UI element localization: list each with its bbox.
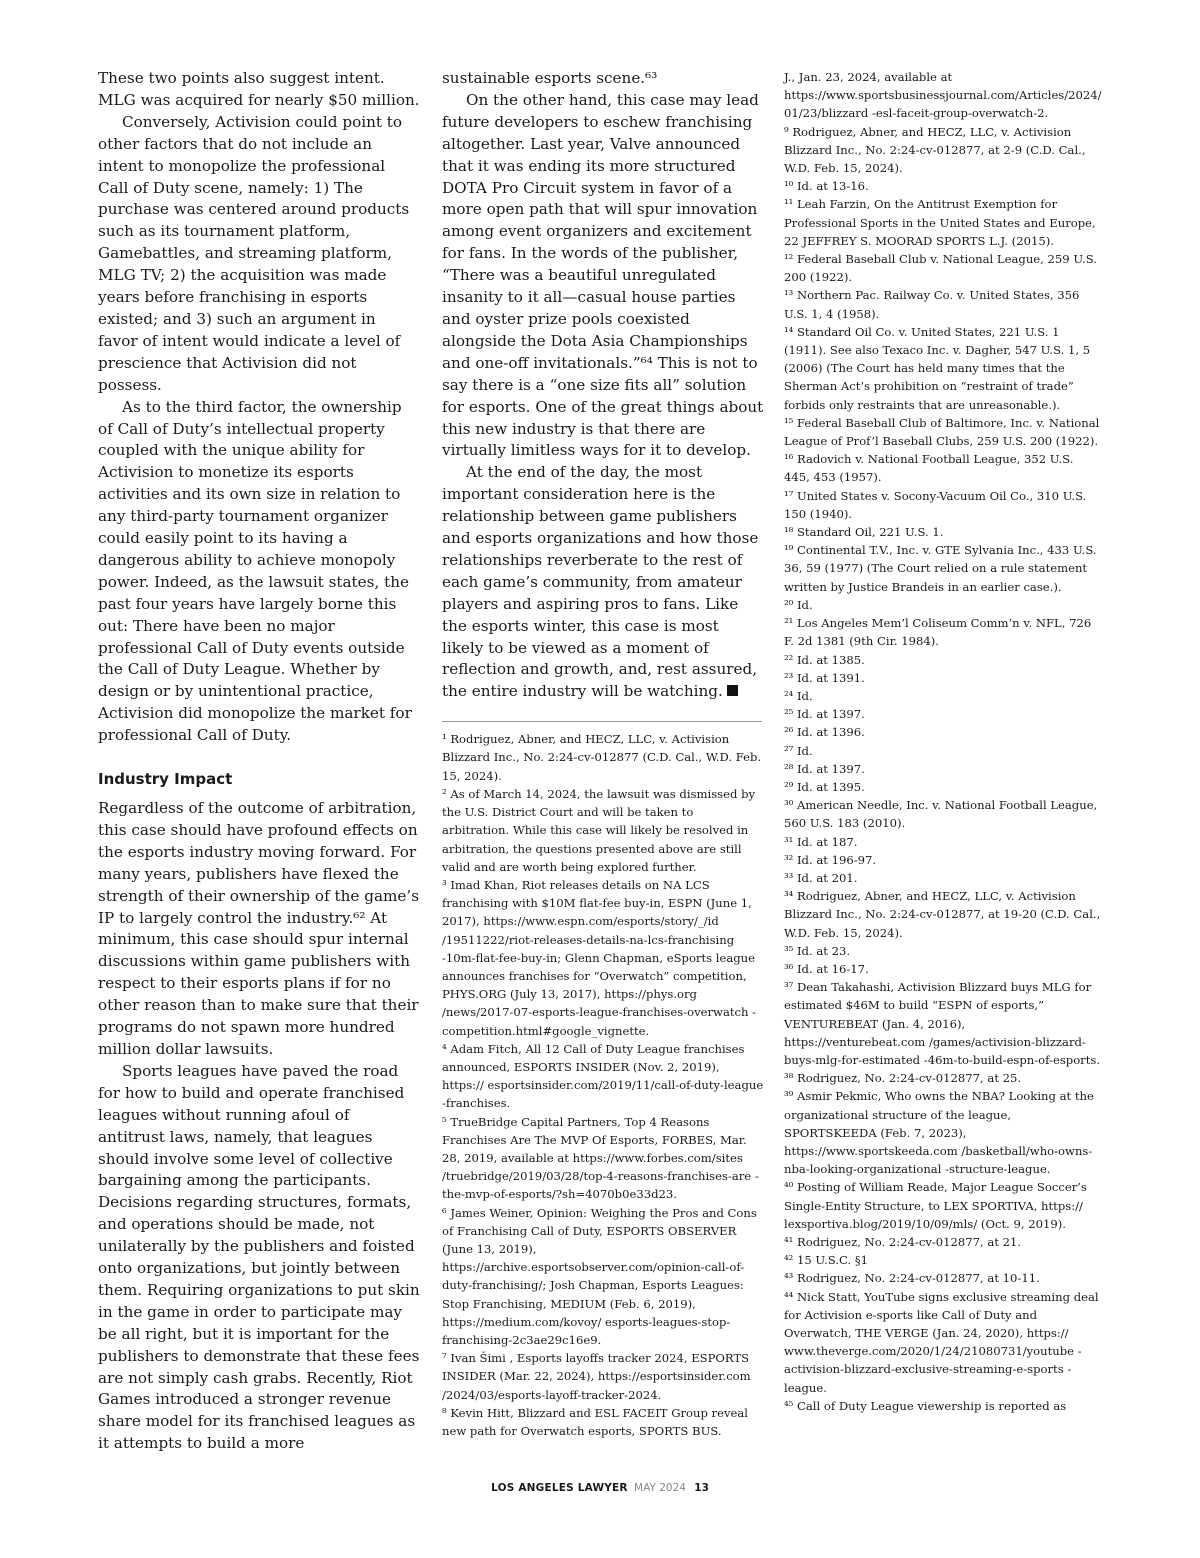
footnote: ⁷ Ivan Šimi , Esports layoffs tracker 2024, ESPORTS INSIDER (Mar. 22, 2024), https://esportsinsider.com /2024/03/esports-layoff-tracker-2024.: [442, 1351, 751, 1402]
footnote: ⁵ TrueBridge Capital Partners, Top 4 Reasons Franchises Are The MVP Of Esports, FORBES, Mar. 28, 2019, available at https://www.forbes.com/sites /truebridge/2019/03/28/top-4-reasons-franchises-are -the-mvp-of-esports/?sh=4070b0e33d23.: [442, 1114, 759, 1202]
footnote: ⁴⁰ Posting of William Reade, Major League Soccer’s Single-Entity Structure, to LEX SPORTIVA, https:// lexsportiva.blog/2019/10/09/mls/ (Oct. 9, 2019).: [784, 1180, 1087, 1231]
paragraph: [442, 462, 764, 703]
paragraph: On the other hand, this case may lead future developers to eschew franchising altogether. Last year, Valve announced that it was ending its more structured DOTA Pro Circuit system in favor of a more open path that will spur innovation among event organizers and excitement for fans. In the words of the publisher, “There was a beautiful unregulated insanity to it all—casual house parties and oyster prize pools coexisted alongside the Dota Asia Championships and one-off invitationals.”⁶⁴ This is not to say there is a “one size fits all” solution for esports. One of the great things about this new industry is that there are virtually limitless ways for it to develop.: [442, 90, 764, 460]
footnote: ²⁴ Id.: [784, 688, 813, 703]
footnote: ¹⁸ Standard Oil, 221 U.S. 1.: [784, 525, 944, 540]
footnote: ²² Id. at 1385.: [784, 652, 865, 667]
footnote: ² As of March 14, 2024, the lawsuit was dismissed by the U.S. District Court and will be taken to arbitration. While this case will likely be resolved in arbitration, the questions presented above are still valid and are worth being explored further.: [442, 786, 756, 874]
paragraph: sustainable esports scene.⁶³: [442, 69, 658, 87]
page-number: 13: [694, 1482, 709, 1494]
paragraph: Conversely, Activision could point to other factors that do not include an intent to monopolize the professional Call of Duty scene, namely: 1) The purchase was centered around products such as its tournament platform, Gamebattles, and streaming platform, MLG TV; 2) the acquisition was made years before franchising in esports existed; and 3) such an argument in favor of intent would indicate a level of prescience that Activision did not possess.: [98, 112, 410, 394]
footnote: ¹² Federal Baseball Club v. National League, 259 U.S. 200 (1922).: [784, 252, 1097, 285]
footnote: ³⁰ American Needle, Inc. v. National Football League, 560 U.S. 183 (2010).: [784, 798, 1098, 831]
footnote: ²⁹ Id. at 1395.: [784, 779, 865, 794]
article-column-1: [98, 68, 420, 1455]
footnote: ¹⁷ United States v. Socony-Vacuum Oil Co., 310 U.S. 150 (1940).: [784, 488, 1087, 521]
footnote: ³¹ Id. at 187.: [784, 834, 858, 849]
section-heading: Industry Impact: [98, 770, 233, 789]
footnote: ⁴⁴ Nick Statt, YouTube signs exclusive streaming deal for Activision e-sports like Call of Duty and Overwatch, THE VERGE (Jan. 24, 2020), https:// www.theverge.com/2020/1/24/21080731/youtube -activision-blizzard-exclusive-streaming-e-sports -league.: [784, 1289, 1099, 1395]
footnote: ⁴ Adam Fitch, All 12 Call of Duty League franchises announced, ESPORTS INSIDER (Nov. 2, 2019), https:// esportsinsider.com/2019/11/call-of-duty-league -franchises.: [442, 1041, 764, 1111]
footnote: ⁹ Rodriguez, Abner, and HECZ, LLC, v. Activision Blizzard Inc., No. 2:24-cv-012877, at 2-9 (C.D. Cal., W.D. Feb. 15, 2024).: [784, 124, 1086, 176]
publication-name: LOS ANGELES LAWYER: [491, 1482, 628, 1494]
issue-date: MAY 2024: [634, 1482, 686, 1494]
footnote: ⁸ Kevin Hitt, Blizzard and ESL FACEIT Group reveal new path for Overwatch esports, SPORTS BUS.: [442, 1405, 748, 1438]
paragraph: As to the third factor, the ownership of Call of Duty’s intellectual property coupled with the unique ability for Activision to monetize its esports activities and its own size in relation to any third-party tournament organizer could easily point to its having a dangerous ability to achieve monopoly power. Indeed, as the lawsuit states, the past four years have largely borne this out: There have been no major professional Call of Duty events outside the Call of Duty League. Whether by design or by unintentional practice, Activision did monopolize the market for professional Call of Duty.: [98, 397, 412, 745]
end-of-article-mark: [727, 685, 738, 696]
footnote: ³ Imad Khan, Riot releases details on NA LCS franchising with $10M flat-fee buy-in, ESPN (June 1, 2017), https://www.espn.com/esports/story/_/id /19511222/riot-releases-details-na-lcs-franchising -10m-flat-fee-buy-in; Glenn Chapman, eSports league announces franchises for “Overwatch” competition, PHYS.ORG (July 13, 2017), https://phys.org /news/2017-07-esports-league-franchises-overwatch -competition.html#google_vignette.: [442, 877, 757, 1038]
footnote: ²¹ Los Angeles Mem’l Coliseum Comm’n v. NFL, 726 F. 2d 1381 (9th Cir. 1984).: [784, 616, 1092, 649]
page-footer: [0, 1482, 1200, 1494]
paragraph: Regardless of the outcome of arbitration, this case should have profound effects on the esports industry moving forward. For many years, publishers have flexed the strength of their ownership of the game’s IP to largely control the industry.⁶² At minimum, this case should spur internal discussions within game publishers with respect to their esports plans if for no other reason than to make sure that their programs do not spawn more hundred million dollar lawsuits.: [98, 799, 420, 1058]
footnote: ³² Id. at 196-97.: [784, 852, 877, 867]
footnote: ⁴⁵ Call of Duty League viewership is reported as: [784, 1398, 1067, 1413]
footnote: ²³ Id. at 1391.: [784, 670, 865, 685]
footnote: ²⁸ Id. at 1397.: [784, 761, 865, 776]
paragraph-text: At the end of the day, the most important consideration here is the relationship between game publishers and esports organizations and how those relationships reverberate to the rest of each game’s community, from amateur players and aspiring pros to fans. Like the esports winter, this case is most likely to be viewed as a moment of reflection and growth, and, rest assured, the entire industry will be watching.: [442, 463, 759, 701]
paragraph: These two points also suggest intent. MLG was acquired for nearly $50 million.: [98, 69, 420, 109]
footnotes: [442, 730, 764, 1440]
footnote: ²⁵ Id. at 1397.: [784, 707, 865, 722]
footnote: ²⁷ Id.: [784, 743, 813, 758]
footnote: ⁴² 15 U.S.C. §1: [784, 1253, 869, 1268]
footnote: ¹⁴ Standard Oil Co. v. United States, 221 U.S. 1 (1911). See also Texaco Inc. v. Dagher, 547 U.S. 1, 5 (2006) (The Court has held many times that the Sherman Act’s prohibition on “restraint of trade” forbids only restraints that are unreasonable.).: [784, 324, 1091, 412]
footnote: ⁴³ Rodriguez, No. 2:24-cv-012877, at 10-11.: [784, 1271, 1040, 1286]
footnote: ³³ Id. at 201.: [784, 870, 858, 885]
footnote: ³⁷ Dean Takahashi, Activision Blizzard buys MLG for estimated $46M to build “ESPN of esports,” VENTUREBEAT (Jan. 4, 2016), https://venturebeat.com /games/activision-blizzard-buys-mlg-for-estimated -46m-to-build-espn-of-esports.: [784, 980, 1101, 1067]
footnote: ²⁶ Id. at 1396.: [784, 725, 865, 740]
footnotes-column-3: [784, 68, 1102, 1415]
footnote: ⁴¹ Rodriguez, No. 2:24-cv-012877, at 21.: [784, 1235, 1022, 1249]
footnote: ¹⁶ Radovich v. National Football League, 352 U.S. 445, 453 (1957).: [784, 452, 1074, 485]
footnote: ³⁸ Rodriguez, No. 2:24-cv-012877, at 25.: [784, 1071, 1022, 1086]
footnote: ¹⁵ Federal Baseball Club of Baltimore, Inc. v. National League of Prof’l Baseball Clubs, 259 U.S. 200 (1922).: [784, 415, 1100, 449]
footnote: ¹⁰ Id. at 13-16.: [784, 179, 869, 194]
footnote: ³⁹ Asmir Pekmic, Who owns the NBA? Looking at the organizational structure of the league, SPORTSKEEDA (Feb. 7, 2023), https://www.sportskeeda.com /basketball/who-owns-nba-looking-organizational -structure-league.: [784, 1089, 1094, 1177]
footnote: ³⁵ Id. at 23.: [784, 943, 851, 958]
footnote: ¹⁹ Continental T.V., Inc. v. GTE Sylvania Inc., 433 U.S. 36, 59 (1977) (The Court relied on a rule statement written by Justice Brandeis in an earlier case.).: [784, 543, 1097, 594]
footnote: ²⁰ Id.: [784, 597, 813, 612]
article-column-2: [442, 68, 764, 1440]
footnote-divider: [442, 721, 762, 722]
footnote: ³⁶ Id. at 16-17.: [784, 961, 869, 976]
paragraph: Sports leagues have paved the road for how to build and operate franchised leagues without running afoul of antitrust laws, namely, that leagues should involve some level of collective bargaining among the participants. Decisions regarding structures, formats, and operations should be made, not unilaterally by the publishers and foisted onto organizations, but jointly between them. Requiring organizations to put skin in the game in order to participate may be all right, but it is important for the publishers to demonstrate that these fees are not simply cash grabs. Recently, Riot Games introduced a stronger revenue share model for its franchised leagues as it attempts to build a more: [98, 1061, 420, 1453]
footnote: ⁶ James Weiner, Opinion: Weighing the Pros and Cons of Franchising Call of Duty, ESPORTS OBSERVER (June 13, 2019), https://archive.esportsobserver.com/opinion-call-of-duty-franchising/; Josh Chapman, Esports Leagues: Stop Franchising, MEDIUM (Feb. 6, 2019), https://medium.com/kovoy/ esports-leagues-stop-franchising-2c3ae29c16e9.: [442, 1205, 757, 1347]
footnote: ³⁴ Rodriguez, Abner, and HECZ, LLC, v. Activision Blizzard Inc., No. 2:24-cv-012877, at 19-20 (C.D. Cal., W.D. Feb. 15, 2024).: [784, 889, 1101, 940]
footnote: ¹³ Northern Pac. Railway Co. v. United States, 356 U.S. 1, 4 (1958).: [784, 288, 1080, 321]
footnote: ¹ Rodriguez, Abner, and HECZ, LLC, v. Activision Blizzard Inc., No. 2:24-cv-012877 (C.D. Cal., W.D. Feb. 15, 2024).: [442, 732, 762, 783]
footnote: J., Jan. 23, 2024, available at https://www.sportsbusinessjournal.com/Articles/2024/01/23/blizzard -esl-faceit-group-overwatch-2.: [784, 70, 1102, 121]
footnote: ¹¹ Leah Farzin, On the Antitrust Exemption for Professional Sports in the United States and Europe, 22 JEFFREY S. MOORAD SPORTS L.J. (2015).: [784, 197, 1096, 248]
